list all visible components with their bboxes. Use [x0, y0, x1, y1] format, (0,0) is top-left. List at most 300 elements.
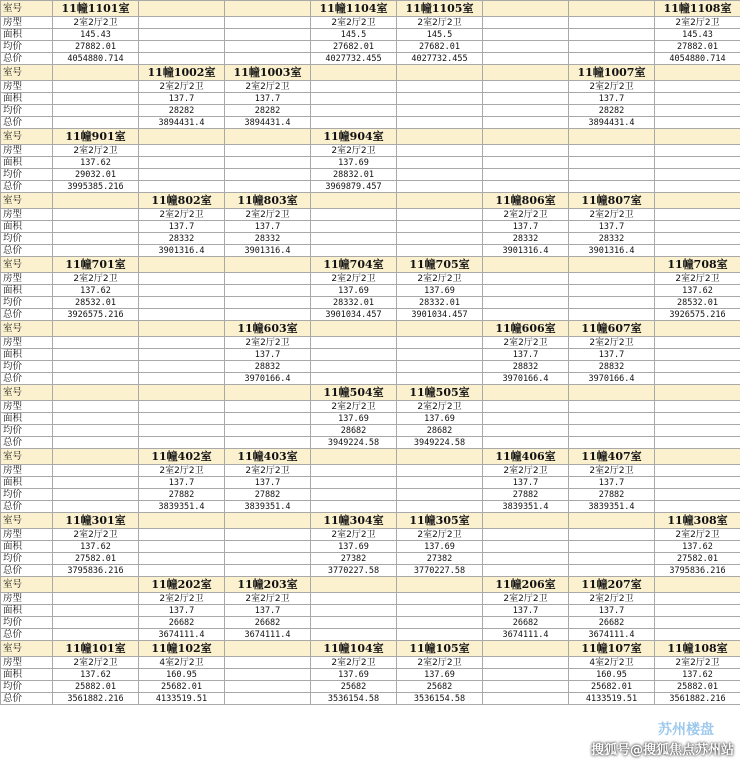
total-price-cell: 3839351.4	[139, 501, 225, 513]
empty-cell	[311, 245, 397, 257]
total-price-cell: 4133519.51	[569, 693, 655, 705]
empty-cell	[655, 65, 740, 81]
empty-cell	[53, 361, 139, 373]
empty-cell	[139, 285, 225, 297]
empty-cell	[569, 273, 655, 285]
empty-cell	[569, 565, 655, 577]
empty-cell	[483, 81, 569, 93]
empty-cell	[225, 541, 311, 553]
total-price-cell: 3795836.216	[655, 565, 740, 577]
total-price-cell: 4027732.455	[397, 53, 483, 65]
empty-cell	[311, 465, 397, 477]
empty-cell	[311, 477, 397, 489]
area-cell: 137.62	[655, 285, 740, 297]
avg-price-cell: 27382	[397, 553, 483, 565]
unit-type-cell: 2室2厅2卫	[225, 465, 311, 477]
row-label: 均价	[1, 41, 53, 53]
row-label: 均价	[1, 297, 53, 309]
area-cell: 137.7	[139, 93, 225, 105]
row-label: 房型	[1, 209, 53, 221]
area-cell: 137.7	[483, 605, 569, 617]
empty-cell	[483, 93, 569, 105]
floor-data-row	[1, 41, 740, 53]
empty-cell	[139, 529, 225, 541]
empty-cell	[655, 501, 740, 513]
row-label: 面积	[1, 157, 53, 169]
avg-price-cell: 27582.01	[655, 553, 740, 565]
area-cell: 137.62	[53, 541, 139, 553]
floor-data-row	[1, 233, 740, 245]
empty-cell	[483, 385, 569, 401]
total-price-cell: 3770227.58	[311, 565, 397, 577]
room-number-cell: 11幢904室	[311, 129, 397, 145]
floor-data-row	[1, 169, 740, 181]
room-number-cell: 11幢1108室	[655, 1, 740, 17]
empty-cell	[311, 629, 397, 641]
unit-type-cell: 2室2厅2卫	[397, 529, 483, 541]
room-number-cell: 11幢1007室	[569, 65, 655, 81]
avg-price-cell: 25682.01	[139, 681, 225, 693]
avg-price-cell: 28682	[397, 425, 483, 437]
empty-cell	[655, 349, 740, 361]
room-number-cell: 11幢1105室	[397, 1, 483, 17]
empty-cell	[569, 413, 655, 425]
empty-cell	[569, 297, 655, 309]
area-cell: 137.7	[569, 349, 655, 361]
room-number-cell: 11幢1002室	[139, 65, 225, 81]
empty-cell	[139, 373, 225, 385]
empty-cell	[397, 629, 483, 641]
empty-cell	[225, 181, 311, 193]
room-number-cell: 11幢308室	[655, 513, 740, 529]
unit-type-cell: 2室2厅2卫	[483, 209, 569, 221]
total-price-cell: 3839351.4	[225, 501, 311, 513]
avg-price-cell: 26682	[139, 617, 225, 629]
avg-price-cell: 27882	[139, 489, 225, 501]
avg-price-cell: 27882.01	[655, 41, 740, 53]
row-label: 面积	[1, 93, 53, 105]
empty-cell	[53, 93, 139, 105]
empty-cell	[225, 385, 311, 401]
row-label: 总价	[1, 245, 53, 257]
empty-cell	[53, 349, 139, 361]
room-number-cell: 11幢407室	[569, 449, 655, 465]
empty-cell	[139, 425, 225, 437]
total-price-cell: 3561882.216	[655, 693, 740, 705]
area-cell: 137.62	[655, 541, 740, 553]
empty-cell	[397, 577, 483, 593]
area-cell: 137.69	[311, 285, 397, 297]
empty-cell	[53, 413, 139, 425]
empty-cell	[225, 529, 311, 541]
floor-data-row	[1, 29, 740, 41]
empty-cell	[483, 413, 569, 425]
empty-cell	[311, 65, 397, 81]
empty-cell	[53, 437, 139, 449]
area-cell: 137.62	[53, 669, 139, 681]
empty-cell	[569, 285, 655, 297]
row-label: 房型	[1, 657, 53, 669]
floor-data-row	[1, 529, 740, 541]
avg-price-cell: 26682	[225, 617, 311, 629]
unit-type-cell: 2室2厅2卫	[483, 337, 569, 349]
empty-cell	[569, 53, 655, 65]
area-cell: 137.7	[225, 221, 311, 233]
empty-cell	[311, 105, 397, 117]
empty-cell	[655, 181, 740, 193]
total-price-cell: 3970166.4	[569, 373, 655, 385]
row-label: 室号	[1, 257, 53, 273]
floor-header-row	[1, 193, 740, 209]
area-cell: 137.69	[397, 669, 483, 681]
area-cell: 137.69	[311, 541, 397, 553]
unit-type-cell: 2室2厅2卫	[225, 209, 311, 221]
unit-type-cell: 2室2厅2卫	[569, 593, 655, 605]
row-label: 房型	[1, 337, 53, 349]
empty-cell	[569, 17, 655, 29]
unit-type-cell: 2室2厅2卫	[225, 593, 311, 605]
empty-cell	[483, 41, 569, 53]
total-price-cell: 3949224.58	[397, 437, 483, 449]
area-cell: 160.95	[139, 669, 225, 681]
row-label: 室号	[1, 65, 53, 81]
unit-type-cell: 2室2厅2卫	[655, 273, 740, 285]
room-number-cell: 11幢301室	[53, 513, 139, 529]
row-label: 房型	[1, 401, 53, 413]
empty-cell	[397, 465, 483, 477]
unit-type-cell: 4室2厅2卫	[139, 657, 225, 669]
empty-cell	[483, 401, 569, 413]
row-label: 面积	[1, 285, 53, 297]
floor-data-row	[1, 157, 740, 169]
floor-data-row	[1, 105, 740, 117]
total-price-cell: 3901316.4	[483, 245, 569, 257]
unit-type-cell: 2室2厅2卫	[655, 529, 740, 541]
empty-cell	[225, 129, 311, 145]
empty-cell	[483, 129, 569, 145]
area-cell: 137.7	[569, 221, 655, 233]
floor-data-row	[1, 465, 740, 477]
room-number-cell: 11幢606室	[483, 321, 569, 337]
avg-price-cell: 27882	[569, 489, 655, 501]
row-label: 均价	[1, 489, 53, 501]
row-label: 面积	[1, 605, 53, 617]
avg-price-cell: 28332.01	[311, 297, 397, 309]
empty-cell	[569, 257, 655, 273]
empty-cell	[483, 157, 569, 169]
empty-cell	[139, 541, 225, 553]
unit-type-cell: 2室2厅2卫	[569, 209, 655, 221]
total-price-cell: 3839351.4	[483, 501, 569, 513]
area-cell: 137.69	[397, 413, 483, 425]
empty-cell	[569, 129, 655, 145]
unit-type-cell: 2室2厅2卫	[569, 81, 655, 93]
room-number-cell: 11幢803室	[225, 193, 311, 209]
floor-header-row	[1, 257, 740, 273]
area-cell: 145.5	[311, 29, 397, 41]
floor-data-row	[1, 617, 740, 629]
empty-cell	[569, 169, 655, 181]
room-number-cell: 11幢806室	[483, 193, 569, 209]
row-label: 室号	[1, 385, 53, 401]
empty-cell	[139, 273, 225, 285]
empty-cell	[483, 169, 569, 181]
row-label: 室号	[1, 1, 53, 17]
floor-header-row	[1, 65, 740, 81]
room-number-cell: 11幢1101室	[53, 1, 139, 17]
empty-cell	[569, 513, 655, 529]
empty-cell	[53, 117, 139, 129]
empty-cell	[311, 617, 397, 629]
room-number-cell: 11幢104室	[311, 641, 397, 657]
row-label: 房型	[1, 145, 53, 157]
empty-cell	[311, 577, 397, 593]
empty-cell	[225, 157, 311, 169]
avg-price-cell: 28532.01	[655, 297, 740, 309]
avg-price-cell: 25882.01	[655, 681, 740, 693]
area-cell: 137.7	[139, 221, 225, 233]
avg-price-cell: 28832	[225, 361, 311, 373]
empty-cell	[655, 401, 740, 413]
unit-type-cell: 2室2厅2卫	[483, 465, 569, 477]
unit-type-cell: 2室2厅2卫	[53, 657, 139, 669]
floor-data-row	[1, 693, 740, 705]
empty-cell	[225, 413, 311, 425]
empty-cell	[225, 425, 311, 437]
room-number-cell: 11幢1003室	[225, 65, 311, 81]
empty-cell	[483, 1, 569, 17]
empty-cell	[655, 605, 740, 617]
empty-cell	[311, 489, 397, 501]
room-number-cell: 11幢403室	[225, 449, 311, 465]
empty-cell	[311, 81, 397, 93]
empty-cell	[225, 669, 311, 681]
area-cell: 137.69	[311, 413, 397, 425]
row-label: 总价	[1, 181, 53, 193]
avg-price-cell: 28832	[569, 361, 655, 373]
row-label: 室号	[1, 513, 53, 529]
area-cell: 137.7	[225, 349, 311, 361]
row-label: 总价	[1, 117, 53, 129]
floor-data-row	[1, 437, 740, 449]
row-label: 室号	[1, 641, 53, 657]
total-price-cell: 3901316.4	[225, 245, 311, 257]
row-label: 面积	[1, 413, 53, 425]
empty-cell	[225, 437, 311, 449]
room-number-cell: 11幢207室	[569, 577, 655, 593]
unit-type-cell: 2室2厅2卫	[53, 17, 139, 29]
unit-type-cell: 2室2厅2卫	[139, 593, 225, 605]
empty-cell	[225, 693, 311, 705]
empty-cell	[53, 465, 139, 477]
unit-type-cell: 2室2厅2卫	[311, 273, 397, 285]
empty-cell	[139, 257, 225, 273]
row-label: 总价	[1, 501, 53, 513]
total-price-cell: 3536154.58	[397, 693, 483, 705]
empty-cell	[311, 593, 397, 605]
empty-cell	[53, 605, 139, 617]
room-number-cell: 11幢203室	[225, 577, 311, 593]
area-cell: 137.69	[397, 541, 483, 553]
empty-cell	[397, 477, 483, 489]
room-number-cell: 11幢108室	[655, 641, 740, 657]
floor-data-row	[1, 425, 740, 437]
room-number-cell: 11幢504室	[311, 385, 397, 401]
row-label: 总价	[1, 629, 53, 641]
row-label: 总价	[1, 309, 53, 321]
unit-type-cell: 2室2厅2卫	[139, 209, 225, 221]
empty-cell	[483, 29, 569, 41]
avg-price-cell: 28332.01	[397, 297, 483, 309]
empty-cell	[397, 617, 483, 629]
avg-price-cell: 28682	[311, 425, 397, 437]
room-number-cell: 11幢901室	[53, 129, 139, 145]
room-number-cell: 11幢705室	[397, 257, 483, 273]
total-price-cell: 3674111.4	[225, 629, 311, 641]
watermark-text: 搜狐号@搜狐焦点苏州站	[590, 743, 734, 758]
empty-cell	[655, 437, 740, 449]
room-number-cell: 11幢304室	[311, 513, 397, 529]
avg-price-cell: 25682.01	[569, 681, 655, 693]
total-price-cell: 3795836.216	[53, 565, 139, 577]
empty-cell	[311, 373, 397, 385]
empty-cell	[569, 309, 655, 321]
empty-cell	[569, 145, 655, 157]
empty-cell	[225, 553, 311, 565]
empty-cell	[53, 373, 139, 385]
unit-type-cell: 2室2厅2卫	[53, 529, 139, 541]
empty-cell	[311, 233, 397, 245]
area-cell: 137.7	[139, 477, 225, 489]
unit-type-cell: 2室2厅2卫	[311, 657, 397, 669]
room-number-cell: 11幢607室	[569, 321, 655, 337]
empty-cell	[53, 501, 139, 513]
empty-cell	[483, 681, 569, 693]
avg-price-cell: 28332	[483, 233, 569, 245]
area-cell: 137.7	[139, 605, 225, 617]
empty-cell	[569, 437, 655, 449]
floor-header-row	[1, 449, 740, 465]
empty-cell	[397, 321, 483, 337]
empty-cell	[139, 181, 225, 193]
empty-cell	[53, 233, 139, 245]
empty-cell	[397, 81, 483, 93]
area-cell: 137.62	[53, 285, 139, 297]
empty-cell	[397, 245, 483, 257]
empty-cell	[139, 17, 225, 29]
empty-cell	[655, 477, 740, 489]
room-number-cell: 11幢701室	[53, 257, 139, 273]
empty-cell	[397, 65, 483, 81]
unit-type-cell: 2室2厅2卫	[483, 593, 569, 605]
empty-cell	[483, 693, 569, 705]
floor-data-row	[1, 413, 740, 425]
row-label: 面积	[1, 221, 53, 233]
avg-price-cell: 29032.01	[53, 169, 139, 181]
total-price-cell: 3894431.4	[139, 117, 225, 129]
empty-cell	[655, 617, 740, 629]
room-number-cell: 11幢202室	[139, 577, 225, 593]
total-price-cell: 3561882.216	[53, 693, 139, 705]
empty-cell	[397, 181, 483, 193]
empty-cell	[483, 565, 569, 577]
empty-cell	[655, 129, 740, 145]
room-number-cell: 11幢505室	[397, 385, 483, 401]
area-cell: 137.69	[397, 285, 483, 297]
empty-cell	[139, 349, 225, 361]
avg-price-cell: 27582.01	[53, 553, 139, 565]
row-label: 均价	[1, 105, 53, 117]
row-label: 室号	[1, 129, 53, 145]
row-label: 房型	[1, 273, 53, 285]
unit-type-cell: 2室2厅2卫	[53, 273, 139, 285]
floor-data-row	[1, 629, 740, 641]
empty-cell	[53, 401, 139, 413]
empty-cell	[655, 157, 740, 169]
empty-cell	[483, 657, 569, 669]
total-price-cell: 3901034.457	[311, 309, 397, 321]
empty-cell	[225, 169, 311, 181]
row-label: 房型	[1, 17, 53, 29]
empty-cell	[483, 273, 569, 285]
room-number-cell: 11幢406室	[483, 449, 569, 465]
empty-cell	[483, 641, 569, 657]
avg-price-cell: 28332	[225, 233, 311, 245]
avg-price-cell: 27682.01	[397, 41, 483, 53]
floor-data-row	[1, 297, 740, 309]
floor-data-row	[1, 361, 740, 373]
floor-data-row	[1, 565, 740, 577]
empty-cell	[655, 81, 740, 93]
empty-cell	[483, 53, 569, 65]
area-cell: 137.7	[569, 605, 655, 617]
room-number-cell: 11幢107室	[569, 641, 655, 657]
room-number-cell: 11幢206室	[483, 577, 569, 593]
empty-cell	[397, 337, 483, 349]
empty-cell	[569, 425, 655, 437]
floor-data-row	[1, 477, 740, 489]
empty-cell	[311, 221, 397, 233]
area-cell: 145.43	[655, 29, 740, 41]
empty-cell	[139, 413, 225, 425]
avg-price-cell: 28282	[139, 105, 225, 117]
avg-price-cell: 25682	[397, 681, 483, 693]
empty-cell	[397, 593, 483, 605]
avg-price-cell: 28832.01	[311, 169, 397, 181]
floor-data-row	[1, 285, 740, 297]
floor-data-row	[1, 309, 740, 321]
empty-cell	[397, 449, 483, 465]
empty-cell	[655, 465, 740, 477]
total-price-cell: 3926575.216	[655, 309, 740, 321]
empty-cell	[569, 401, 655, 413]
empty-cell	[483, 145, 569, 157]
row-label: 面积	[1, 477, 53, 489]
empty-cell	[225, 657, 311, 669]
empty-cell	[53, 425, 139, 437]
avg-price-cell: 26682	[569, 617, 655, 629]
empty-cell	[225, 41, 311, 53]
floor-header-row	[1, 129, 740, 145]
empty-cell	[139, 129, 225, 145]
empty-cell	[139, 157, 225, 169]
empty-cell	[655, 221, 740, 233]
empty-cell	[139, 169, 225, 181]
row-label: 均价	[1, 617, 53, 629]
empty-cell	[397, 221, 483, 233]
empty-cell	[139, 309, 225, 321]
area-cell: 137.62	[53, 157, 139, 169]
